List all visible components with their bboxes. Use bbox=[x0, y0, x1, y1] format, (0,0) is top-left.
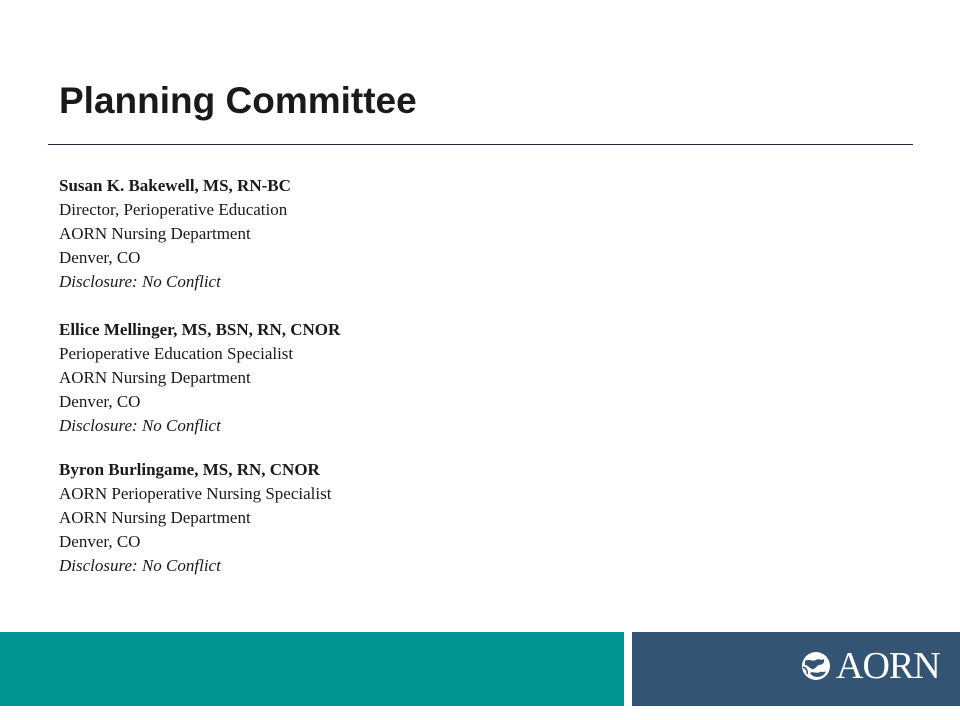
page-title: Planning Committee bbox=[59, 80, 417, 121]
member-name: Susan K. Bakewell, MS, RN-BC bbox=[59, 176, 291, 195]
member-department: AORN Nursing Department bbox=[59, 368, 251, 387]
member-location: Denver, CO bbox=[59, 248, 141, 267]
aorn-globe-icon bbox=[800, 649, 832, 683]
logo-text: AORN bbox=[836, 645, 940, 687]
member-disclosure: Disclosure: No Conflict bbox=[59, 556, 221, 575]
member-location: Denver, CO bbox=[59, 392, 141, 411]
member-role: AORN Perioperative Nursing Specialist bbox=[59, 484, 332, 503]
member-department: AORN Nursing Department bbox=[59, 224, 251, 243]
member-location: Denver, CO bbox=[59, 532, 141, 551]
member-disclosure: Disclosure: No Conflict bbox=[59, 416, 221, 435]
committee-member bbox=[59, 174, 291, 294]
member-role: Director, Perioperative Education bbox=[59, 200, 288, 219]
footer-teal-band bbox=[0, 632, 624, 706]
aorn-logo bbox=[800, 645, 940, 687]
committee-member bbox=[59, 318, 340, 438]
member-disclosure: Disclosure: No Conflict bbox=[59, 272, 221, 291]
title-divider bbox=[48, 144, 913, 145]
committee-member bbox=[59, 458, 331, 578]
member-name: Ellice Mellinger, MS, BSN, RN, CNOR bbox=[59, 320, 341, 339]
member-department: AORN Nursing Department bbox=[59, 508, 251, 527]
member-name: Byron Burlingame, MS, RN, CNOR bbox=[59, 460, 320, 479]
member-role: Perioperative Education Specialist bbox=[59, 344, 294, 363]
